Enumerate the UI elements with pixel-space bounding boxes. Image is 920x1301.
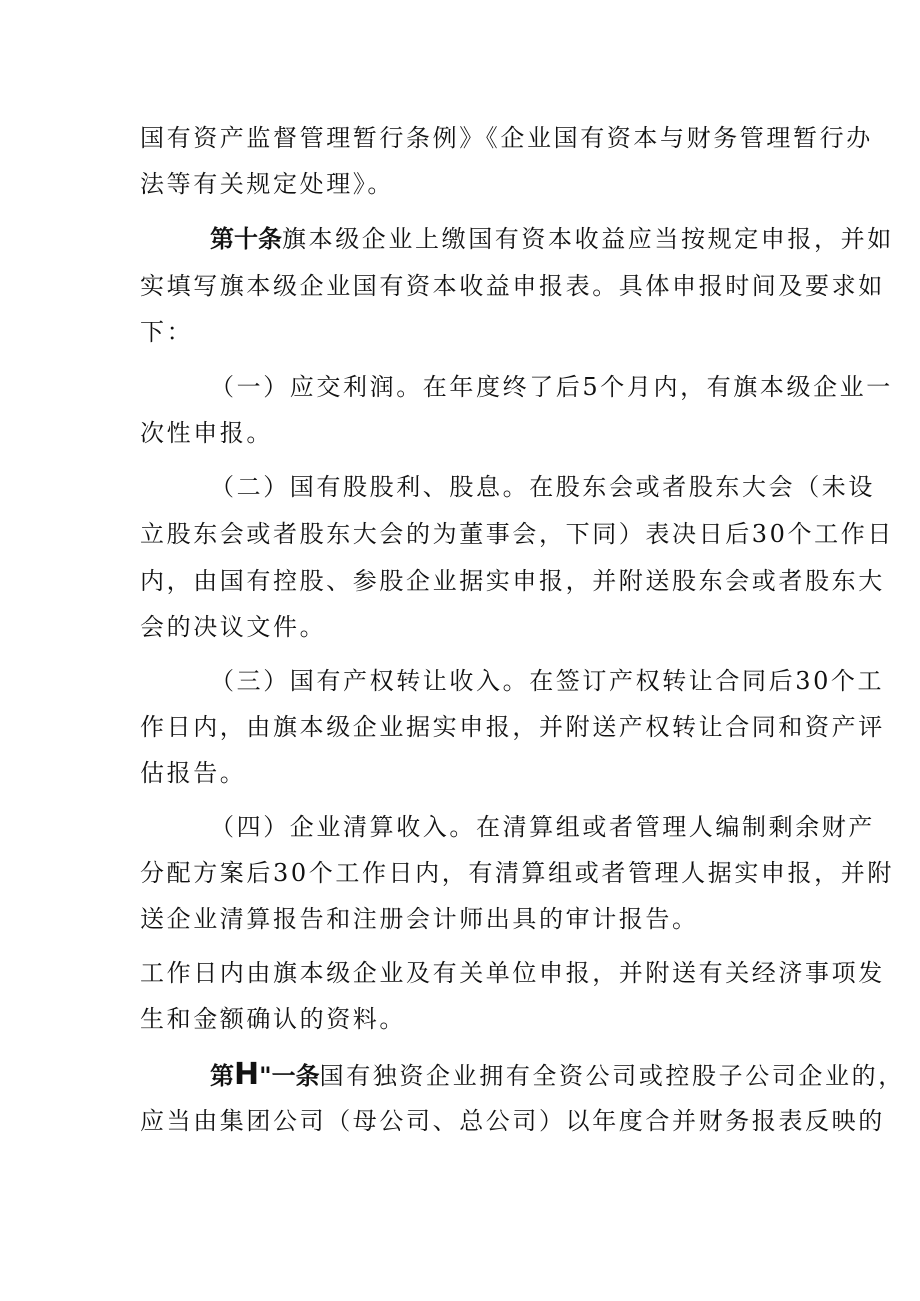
item-4-line: 分配方案后30个工作日内，有清算组或者管理人据实申报，并附 xyxy=(140,859,894,887)
item-1-line: （一）应交利润。在年度终了后5个月内，有旗本级企业一 xyxy=(210,373,893,401)
article-10-line: 实填写旗本级企业国有资本收益申报表。具体申报时间及要求如 xyxy=(140,272,885,300)
article-10-heading: 第十条 xyxy=(210,225,282,253)
paragraph-line: 生和金额确认的资料。 xyxy=(140,1005,406,1033)
paragraph-line: 法等有关规定处理》。 xyxy=(140,170,394,198)
paragraph-line: 国有资产监督管理暂行条例》《企业国有资本与财务管理暂行办 xyxy=(140,124,873,152)
article-10-text: 旗本级企业上缴国有资本收益应当按规定申报，并如 xyxy=(282,225,894,253)
item-4-line: 送企业清算报告和注册会计师出具的审计报告。 xyxy=(140,905,699,933)
article-10-line xyxy=(210,224,894,254)
item-3-line: 估报告。 xyxy=(140,759,247,787)
article-10-line: 下： xyxy=(140,318,194,346)
item-2-line: 会的决议文件。 xyxy=(140,613,327,641)
article-11-line: 应当由集团公司（母公司、总公司）以年度合并财务报表反映的 xyxy=(140,1107,885,1135)
item-2-line: （二）国有股股利、股息。在股东会或者股东大会（未设 xyxy=(210,473,875,501)
item-1-line: 次性申报。 xyxy=(140,419,273,447)
item-4-line: （四）企业清算收入。在清算组或者管理人编制剩余财产 xyxy=(210,813,875,841)
article-11-text: 国有独资企业拥有全资公司或控股子公司企业的， xyxy=(319,1062,905,1090)
paragraph-line: 工作日内由旗本级企业及有关单位申报，并附送有关经济事项发 xyxy=(140,959,885,987)
article-11-heading-b: H xyxy=(234,1057,260,1092)
item-2-line: 立股东会或者股东大会的为董事会，下同）表决日后30个工作日 xyxy=(140,520,894,548)
item-2-line: 内，由国有控股、参股企业据实申报，并附送股东会或者股东大 xyxy=(140,567,885,595)
item-3-line: 作日内，由旗本级企业据实申报，并附送产权转让合同和资产评 xyxy=(140,713,885,741)
article-11-heading-a: 第 xyxy=(210,1062,234,1090)
article-11-heading-c: "一条 xyxy=(259,1062,320,1090)
item-3-line: （三）国有产权转让收入。在签订产权转让合同后30个工 xyxy=(210,667,885,695)
article-11-line xyxy=(210,1057,905,1092)
